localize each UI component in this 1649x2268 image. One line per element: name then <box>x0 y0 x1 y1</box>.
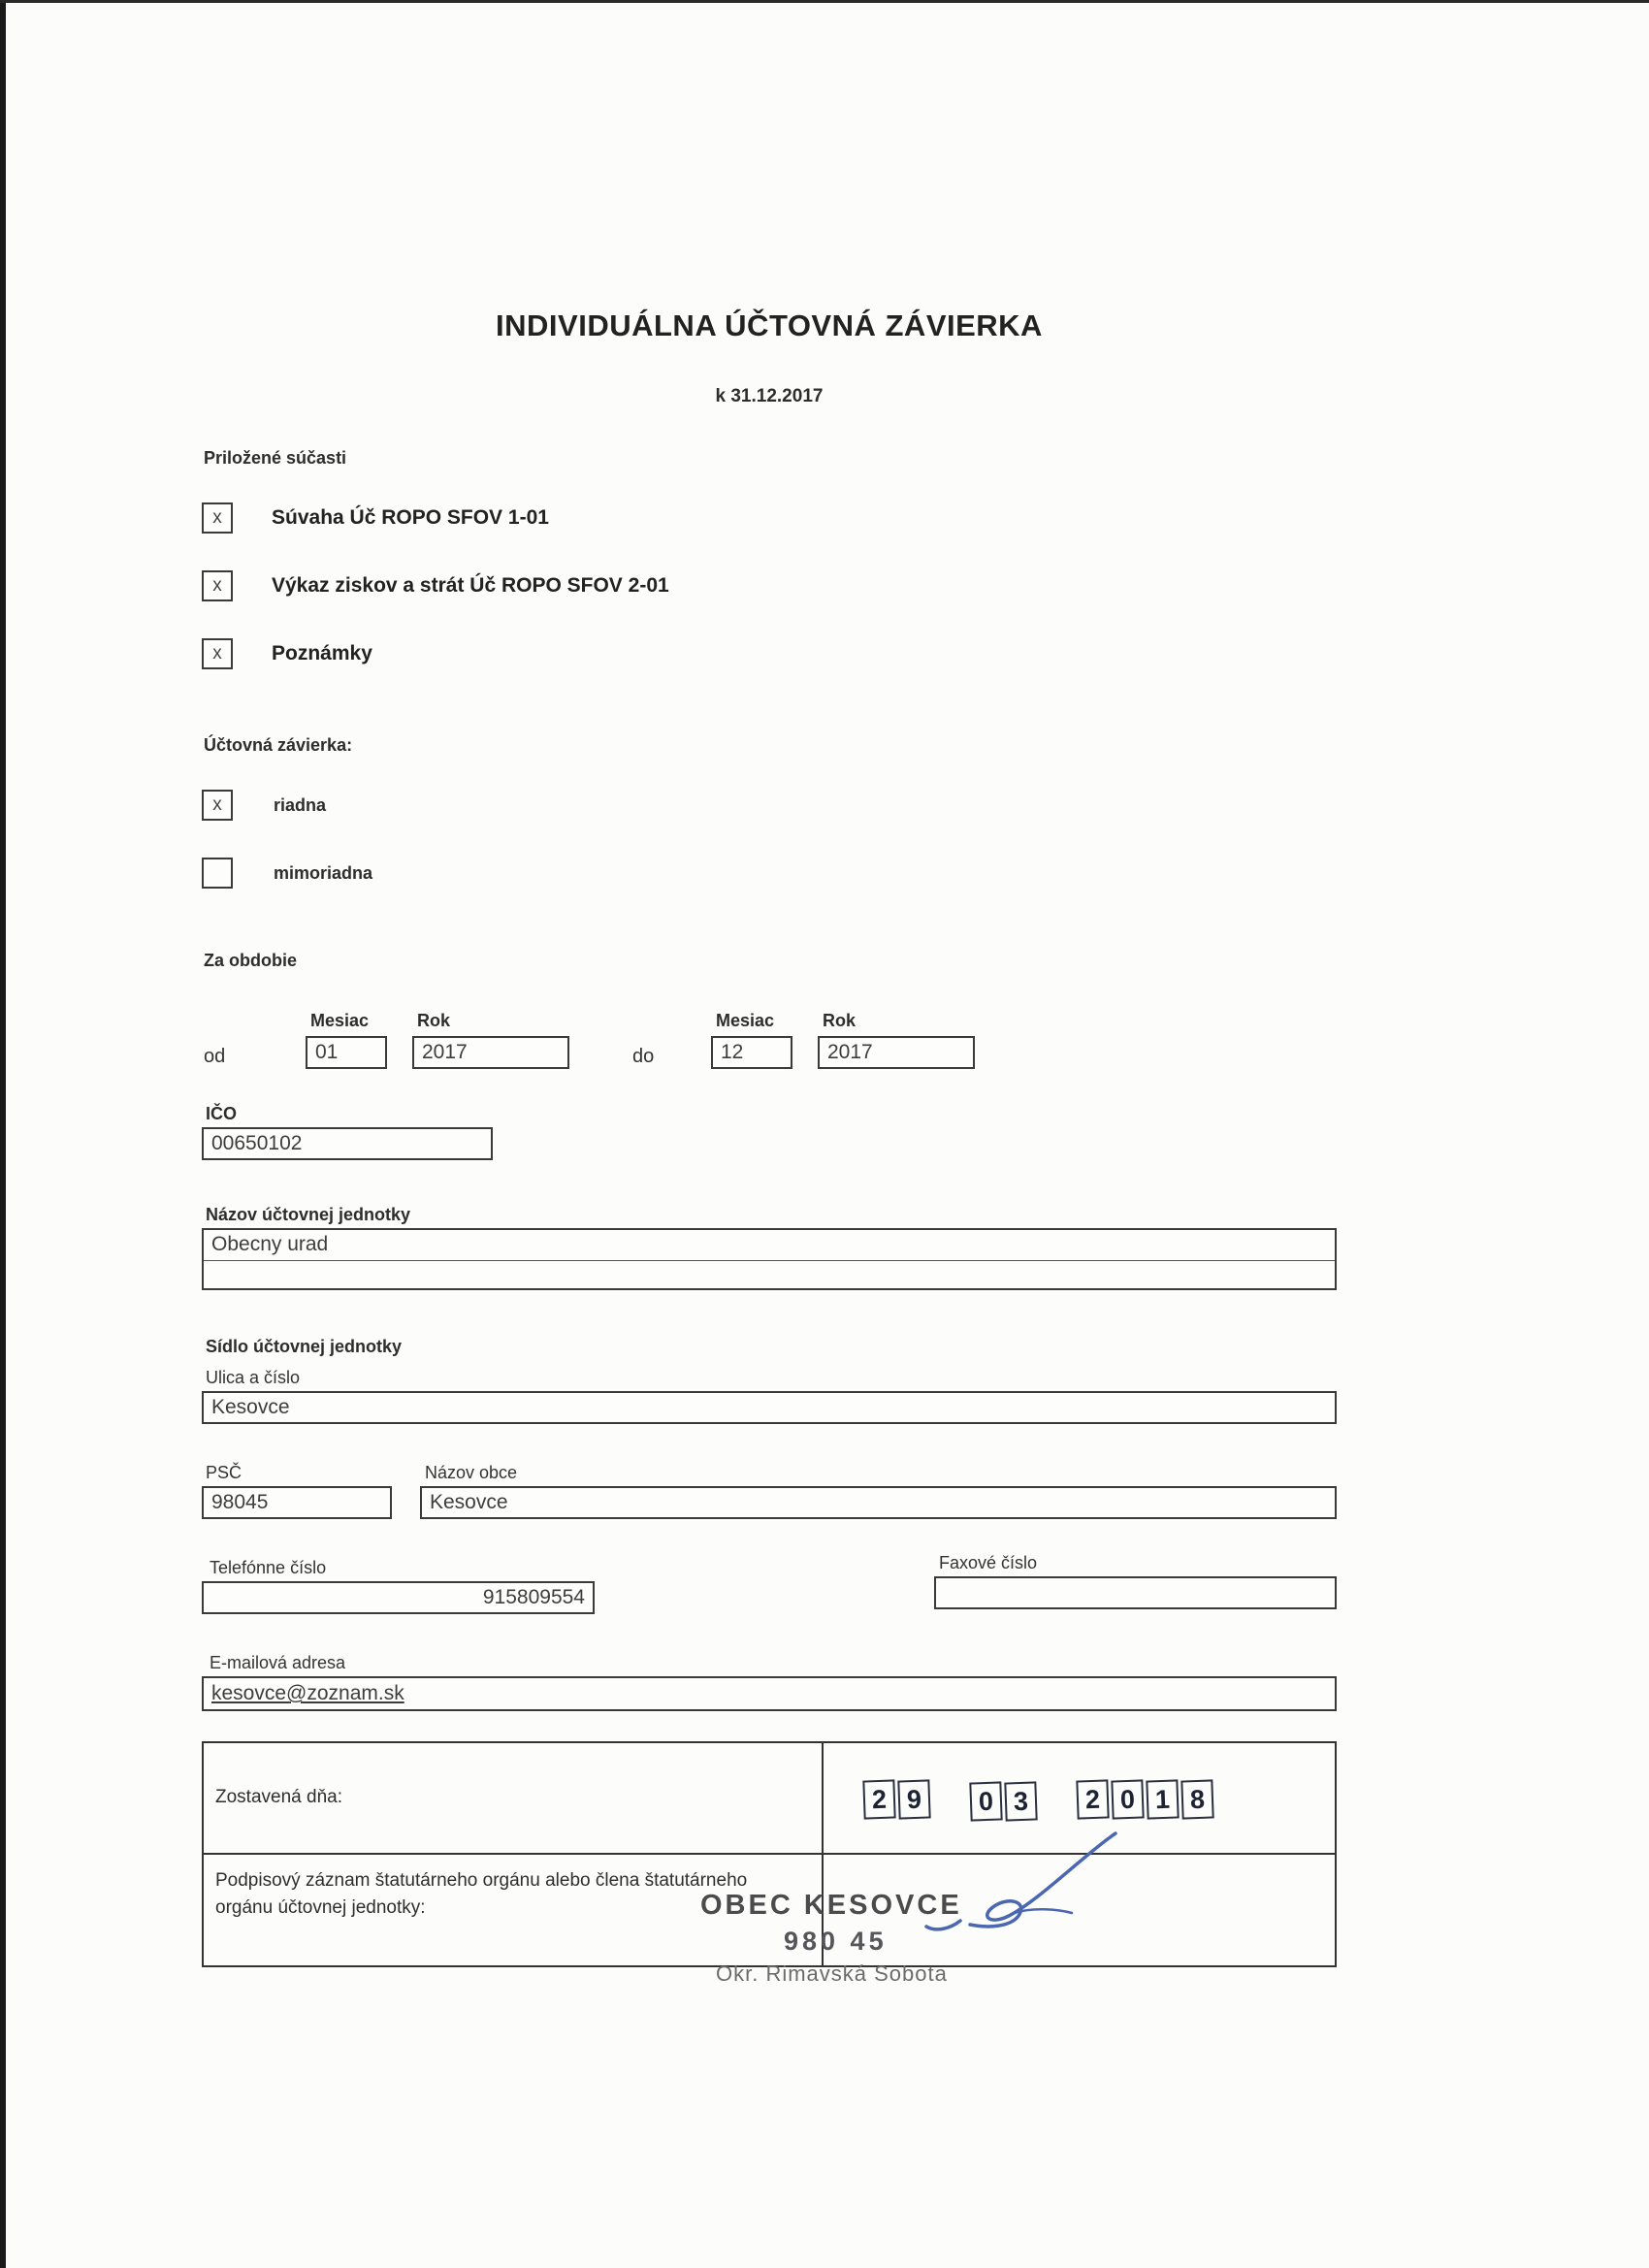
page-title: INDIVIDUÁLNA ÚČTOVNÁ ZÁVIERKA <box>496 308 1043 342</box>
page-date-line: k 31.12.2017 <box>715 386 824 406</box>
date-digit: 0 <box>1111 1779 1144 1819</box>
street-field: Kesovce <box>202 1391 1337 1424</box>
fax-field <box>934 1576 1337 1609</box>
entity-name-value: Obecny urad <box>211 1233 329 1255</box>
date-digit: 8 <box>1180 1779 1213 1819</box>
handwritten-date-month <box>970 1782 1040 1821</box>
closing-type-label-riadna: riadna <box>274 795 327 815</box>
checkbox-suvaha <box>202 502 233 534</box>
footer-table <box>202 1741 1337 1967</box>
attachment-label-poznamky: Poznámky <box>272 642 372 664</box>
email-label: E-mailová adresa <box>210 1653 346 1672</box>
checkbox-vykaz <box>202 570 233 601</box>
psc-label: PSČ <box>206 1463 242 1482</box>
period-from-month-field: 01 <box>306 1036 387 1069</box>
date-digit: 2 <box>1076 1779 1109 1819</box>
ico-label: IČO <box>206 1104 238 1123</box>
period-from-month-label: Mesiac <box>310 1011 370 1030</box>
period-heading: Za obdobie <box>204 951 297 970</box>
period-from-year-field: 2017 <box>412 1036 569 1069</box>
psc-field: 98045 <box>202 1486 392 1519</box>
scan-edge-top <box>0 0 1649 3</box>
handwritten-signature <box>892 1824 1135 1950</box>
checkbox-riadna <box>202 790 233 821</box>
town-field: Kesovce <box>420 1486 1337 1519</box>
period-to-month-label: Mesiac <box>716 1011 775 1030</box>
attachment-label-suvaha: Súvaha Úč ROPO SFOV 1-01 <box>272 506 549 529</box>
fax-label: Faxové číslo <box>939 1553 1038 1572</box>
checkbox-poznamky-mark: x <box>212 643 222 664</box>
period-from-label: od <box>204 1046 226 1067</box>
checkbox-mimoriadna <box>202 858 233 889</box>
street-label: Ulica a číslo <box>206 1368 301 1387</box>
seat-heading: Sídlo účtovnej jednotky <box>206 1337 403 1356</box>
date-digit: 1 <box>1146 1779 1179 1819</box>
date-digit: 0 <box>969 1781 1002 1821</box>
period-to-month-field: 12 <box>711 1036 792 1069</box>
stamp-postal-code: 980 45 <box>784 1927 888 1956</box>
email-value: kesovce@zoznam.sk <box>211 1682 404 1704</box>
period-to-year-label: Rok <box>823 1011 857 1030</box>
period-from-year-label: Rok <box>417 1011 451 1030</box>
closing-type-heading: Účtovná závierka: <box>204 735 353 755</box>
period-to-label: do <box>632 1046 655 1067</box>
date-digit: 2 <box>862 1779 895 1819</box>
entity-name-field-divider <box>204 1260 1335 1261</box>
ico-field: 00650102 <box>202 1127 493 1160</box>
checkbox-vykaz-mark: x <box>212 575 222 596</box>
closing-type-label-mimoriadna: mimoriadna <box>274 863 373 883</box>
attachment-label-vykaz: Výkaz ziskov a strát Úč ROPO SFOV 2-01 <box>272 574 669 597</box>
footer-table-horizontal-divider <box>204 1853 1335 1855</box>
attachments-heading: Priložené súčasti <box>204 448 347 468</box>
checkbox-riadna-mark: x <box>212 794 222 815</box>
email-field <box>202 1676 1337 1711</box>
scan-edge-left <box>0 0 6 2268</box>
compiled-date-label: Zostavená dňa: <box>215 1787 342 1807</box>
handwritten-date-year <box>1077 1780 1216 1819</box>
phone-field: 915809554 <box>202 1581 595 1614</box>
date-digit: 9 <box>897 1779 930 1819</box>
phone-label: Telefónne číslo <box>210 1558 327 1577</box>
entity-name-field <box>202 1228 1337 1290</box>
signature-statement-label: Podpisový záznam štatutárneho orgánu alebo člena štatutárneho orgánu účtovnej jednotky: <box>215 1870 748 1918</box>
date-digit: 3 <box>1004 1781 1037 1821</box>
town-label: Názov obce <box>425 1463 518 1482</box>
entity-name-label: Názov účtovnej jednotky <box>206 1205 411 1224</box>
checkbox-poznamky <box>202 638 233 669</box>
checkbox-suvaha-mark: x <box>212 507 222 528</box>
handwritten-date-day <box>863 1780 933 1819</box>
period-to-year-field: 2017 <box>818 1036 975 1069</box>
stamp-municipality-name: OBEC KESOVCE <box>700 1890 962 1921</box>
stamp-district: Okr. Rimavská Sobota <box>716 1961 948 1986</box>
